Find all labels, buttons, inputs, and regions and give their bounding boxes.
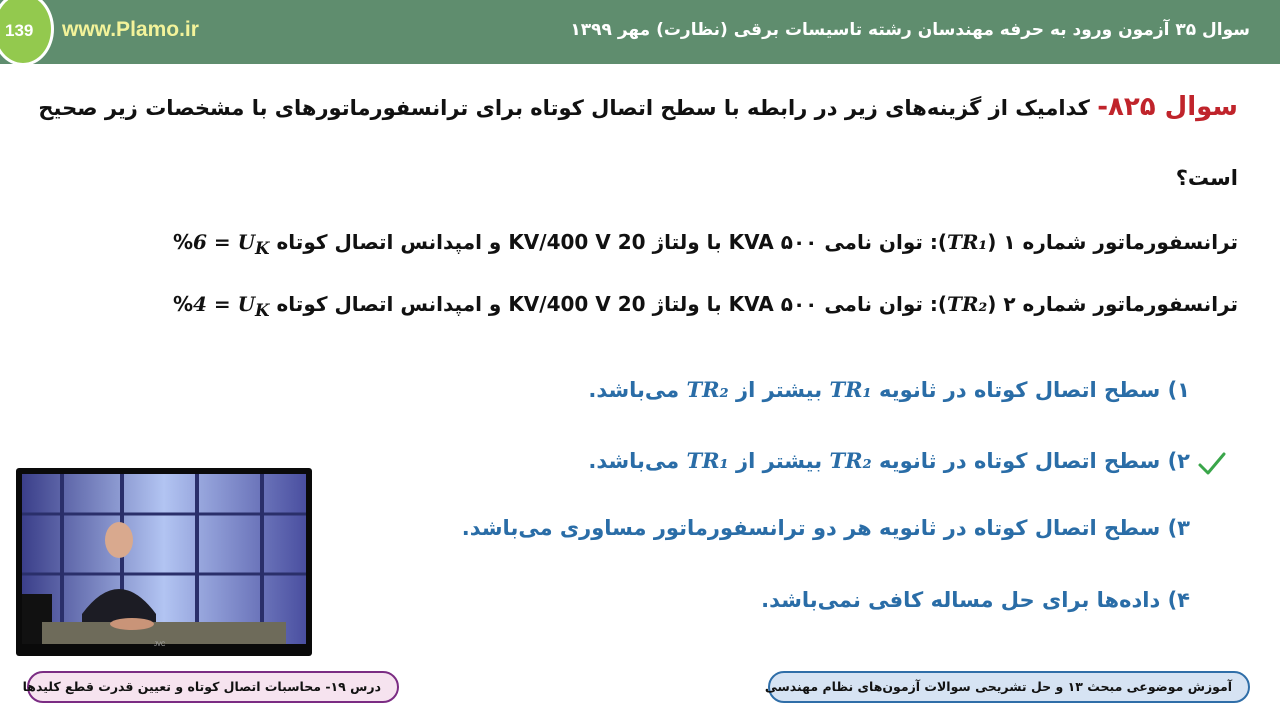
lesson-title: درس ۱۹- محاسبات اتصال کوتاه و تعیین قدرت قطع کلیدها [22,679,381,694]
spec-middle: ): توان نامی ۵۰۰ KVA با ولتاژ 20 KV/400 V و امپدانس اتصال کوتاه [269,292,947,316]
tv-brand-logo: JVC [154,642,166,648]
option-text: بیشتر از [728,378,830,402]
question-text-1: کدامیک از گزینه‌های زیر در رابطه با سطح اتصال کوتاه برای ترانسفورماتورهای با مشخصات زیر صحیح [38,96,1090,120]
header-bar [0,0,1280,64]
page-number: 139 [5,21,34,40]
check-icon [1196,448,1228,480]
option-tr: TR₂ [829,448,872,473]
course-badge [764,671,1250,703]
spec-impedance-value: 6 = U [193,230,256,254]
option-text: می‌باشد. [588,449,687,473]
option-text: می‌باشد. [588,378,687,402]
spec-percent: % [172,230,193,254]
spec-impedance [193,292,270,320]
option-4[interactable]: ۴) داده‌ها برای حل مساله کافی نمی‌باشد. [761,588,1190,612]
spec-impedance-value: 4 = U [193,292,256,316]
option-text: ۲) سطح اتصال کوتاه در ثانویه [871,449,1190,473]
spec-middle: ): توان نامی ۵۰۰ KVA با ولتاژ 20 KV/400 V و امپدانس اتصال کوتاه [269,230,947,254]
option-tr: TR₁ [686,448,729,473]
site-url[interactable]: www.Plamo.ir [62,18,199,41]
spec-impedance-sub: K [255,238,270,258]
option-tr: TR₁ [829,377,872,402]
option-text: بیشتر از [728,449,830,473]
transformer-spec-2 [173,292,1238,320]
spec-percent: % [172,292,193,316]
spec-tr-name: TR₂ [947,292,988,316]
transformer-spec-1 [173,230,1238,258]
spec-impedance [193,230,270,258]
spec-prefix: ترانسفورماتور شماره ۱ ( [987,230,1238,254]
option-text: ۱) سطح اتصال کوتاه در ثانویه [871,378,1190,402]
spec-prefix: ترانسفورماتور شماره ۲ ( [987,292,1238,316]
option-tr: TR₂ [686,377,729,402]
header-title: سوال ۳۵ آزمون ورود به حرفه مهندسان رشته تاسیسات برقی (نظارت) مهر ۱۳۹۹ [570,20,1250,40]
question-line-1 [38,92,1238,122]
video-inset [16,468,312,656]
option-3[interactable]: ۳) سطح اتصال کوتاه در ثانویه هر دو ترانسفورماتور مساوری می‌باشد. [461,516,1190,540]
option-2[interactable] [588,448,1190,473]
option-1[interactable] [588,377,1190,402]
video-frame-image [22,474,306,644]
spec-impedance-sub: K [255,300,270,320]
spec-tr-name: TR₁ [947,230,988,254]
question-number: سوال ۸۲۵- [1097,92,1238,122]
question-line-2: است؟ [1175,166,1238,190]
lesson-badge [22,671,399,703]
course-title: آموزش موضوعی مبحث ۱۳ و حل تشریحی سوالات آزمون‌های نظام مهندسی [764,679,1232,694]
